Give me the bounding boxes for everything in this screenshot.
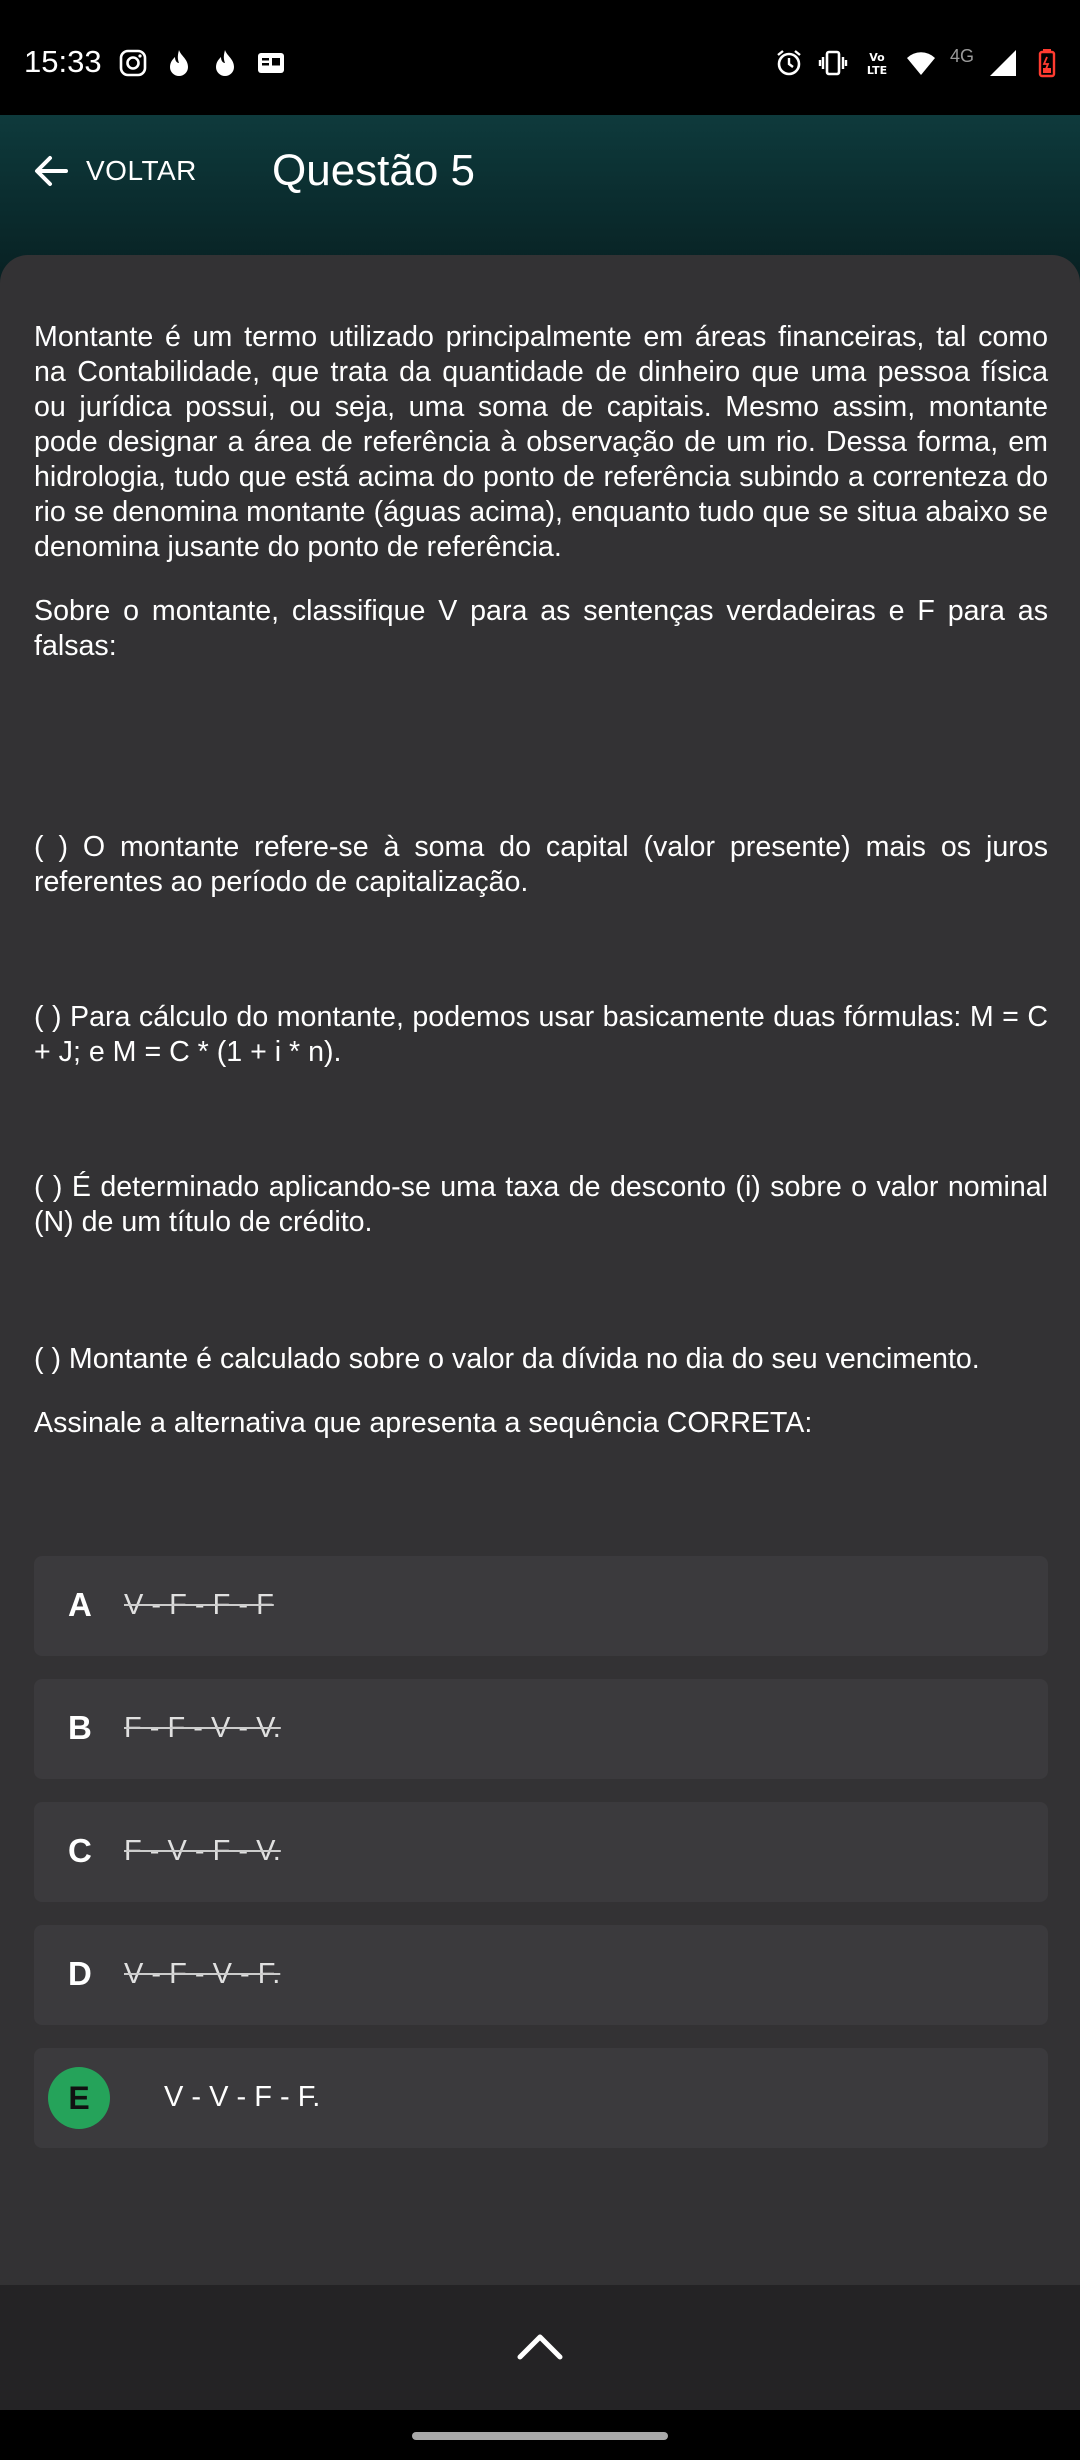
alarm-icon: [774, 48, 804, 78]
question-intro: Montante é um termo utilizado principalmente em áreas financeiras, tal como na Contabilidade, que trata da quantidade de dinheiro que uma pessoa física ou jurídica possui, ou seja, uma soma de capitais. Mesmo assim, montante pode designar a área de referência à observação de um rio. Dessa forma, em hidrologia, tudo que está acima do ponto de referência subindo a correnteza do rio se denomina montante (águas acima), enquanto tudo que se situa abaixo se denomina jusante do ponto de referência.: [34, 321, 1048, 563]
wifi-icon: [906, 48, 936, 78]
flame-icon: [164, 48, 194, 78]
question-prompt: Assinale a alternativa que apresenta a sequência CORRETA:: [34, 1407, 813, 1439]
home-gesture-pill[interactable]: [412, 2432, 668, 2440]
option-d[interactable]: [34, 1925, 1048, 2025]
volte-icon: [862, 48, 892, 78]
battery-low-icon: [1032, 48, 1062, 78]
statement-1: ( ) O montante refere-se à soma do capital (valor presente) mais os juros referentes ao período de capitalização.: [34, 831, 1048, 898]
back-button[interactable]: [30, 150, 197, 192]
status-time: 15:33: [24, 44, 102, 79]
network-4g-icon: 4G: [949, 45, 974, 66]
flame-icon: [210, 48, 240, 78]
option-letter: A: [68, 1586, 92, 1623]
option-text: V - F - F - F: [124, 1589, 274, 1621]
question-content: [34, 320, 1048, 693]
page-title: Questão 5: [272, 146, 476, 195]
option-text: V - F - V - F.: [124, 1958, 281, 1990]
instagram-icon: [118, 48, 148, 78]
notification-icons: [118, 48, 286, 78]
svg-text:Vo: Vo: [869, 51, 885, 64]
correct-answer-badge: E: [48, 2067, 110, 2129]
option-text: F - V - F - V.: [124, 1835, 281, 1867]
status-bar: [0, 0, 1080, 115]
option-b[interactable]: [34, 1679, 1048, 1779]
expand-up-button[interactable]: [510, 2322, 570, 2372]
vibrate-icon: [818, 48, 848, 78]
gallery-icon: [256, 48, 286, 78]
chevron-up-icon: [510, 2322, 570, 2372]
arrow-left-icon: [30, 150, 72, 192]
svg-text:LTE: LTE: [866, 64, 888, 77]
option-letter: B: [68, 1709, 92, 1746]
option-text: V - V - F - F.: [164, 2081, 321, 2113]
option-letter: D: [68, 1955, 92, 1992]
statement-3: ( ) É determinado aplicando-se uma taxa de desconto (i) sobre o valor nominal (N) de um título de crédito.: [34, 1171, 1048, 1238]
system-icons: [774, 45, 1062, 78]
back-label: VOLTAR: [86, 155, 197, 186]
option-letter: C: [68, 1832, 92, 1869]
option-c[interactable]: [34, 1802, 1048, 1902]
statement-2: ( ) Para cálculo do montante, podemos usar basicamente duas fórmulas: M = C + J; e M = C * (1 + i * n).: [34, 1001, 1048, 1068]
option-e-correct[interactable]: [34, 2048, 1048, 2148]
signal-icon: [988, 48, 1018, 78]
statement-4: ( ) Montante é calculado sobre o valor da dívida no dia do seu vencimento.: [34, 1343, 980, 1375]
option-text: F - F - V - V.: [124, 1712, 281, 1744]
question-instruction: Sobre o montante, classifique V para as sentenças verdadeiras e F para as falsas:: [34, 595, 1048, 662]
option-a[interactable]: [34, 1556, 1048, 1656]
